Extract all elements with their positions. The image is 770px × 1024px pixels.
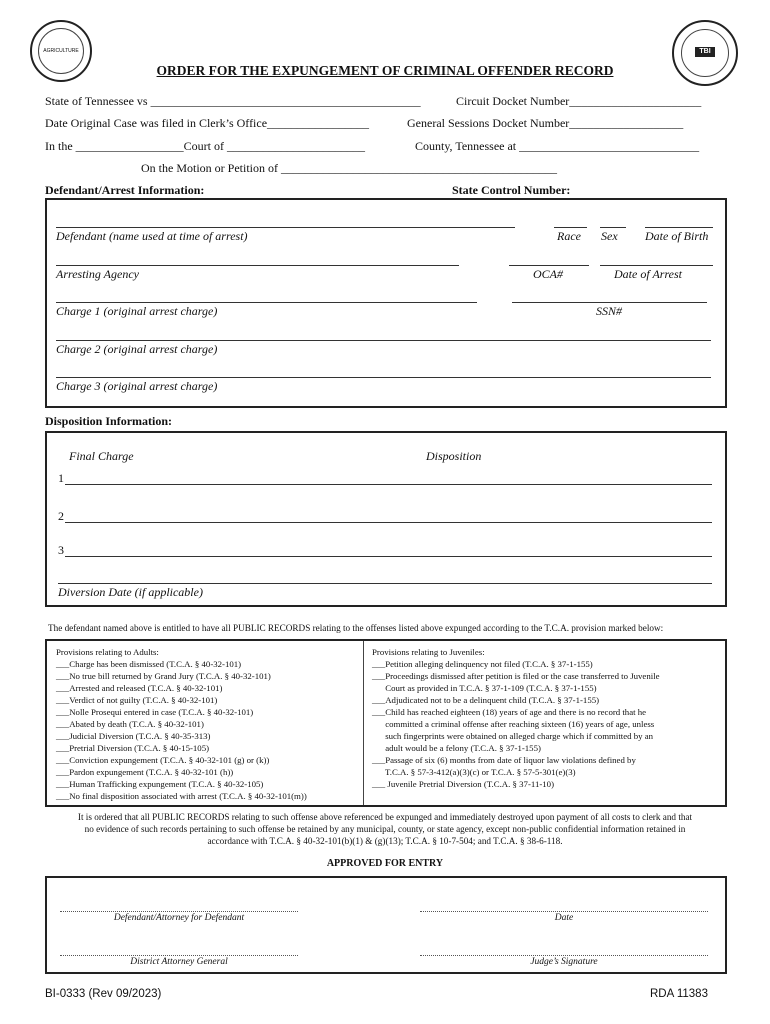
date-of-arrest-label: Date of Arrest [614,267,682,281]
adult-provision-item-9: ___Conviction expungement (T.C.A. § 40-32-101 (g) or (k)) [56,755,270,765]
disposition-row-1-number: 1 [58,471,64,485]
juvenile-provision-item-7: such fingerprints were obtained on alleged charge which if committed by an [372,731,654,741]
court-line: In the __________________Court of _______________________ [45,139,365,153]
oca-label: OCA# [533,267,563,281]
disposition-info-box [45,431,727,607]
juvenile-provision-item-5: ___Child has reached eighteen (18) years of age and there is no record that he [372,707,647,717]
juvenile-provisions-list [372,658,660,790]
general-sessions-docket-line: General Sessions Docket Number___________________ [407,116,684,130]
district-attorney-signature-label: District Attorney General [130,957,228,967]
adult-provision-item-10: ___Pardon expungement (T.C.A. § 40-32-101 (h)) [56,767,234,777]
disposition-row-2-number: 2 [58,509,64,523]
adult-provision-item-4: ___Verdict of not guilty (T.C.A. § 40-32-101) [56,695,218,705]
adult-provision-item-11: ___Human Trafficking expungement (T.C.A. § 40-32-105) [56,779,264,789]
adult-provision-item-8: ___Pretrial Diversion (T.C.A. § 40-15-105) [56,743,210,753]
adult-provision-item-6: ___Abated by death (T.C.A. § 40-32-101) [56,719,204,729]
date-filed-line: Date Original Case was filed in Clerk’s Office_________________ [45,116,370,130]
ssn-label: SSN# [596,304,623,318]
adult-provision-item-5: ___Nolle Prosequi entered in case (T.C.A. § 40-32-101) [56,707,254,717]
charge1-label: Charge 1 (original arrest charge) [56,304,218,318]
juvenile-provision-item-2: ___Proceedings dismissed after petition is filed or the case transferred to Juvenile [372,671,660,681]
state-control-label: State Control Number: [452,183,571,197]
charge3-label: Charge 3 (original arrest charge) [56,379,218,393]
juvenile-provision-item-4: ___Adjudicated not to be a delinquent child (T.C.A. § 37-1-155) [372,695,600,705]
juvenile-provision-item-3: Court as provided in T.C.A. § 37-1-109 (T.C.A. § 37-1-155) [372,683,597,693]
disposition-label: Disposition [426,449,482,463]
adult-provisions-heading: Provisions relating to Adults: [56,647,159,657]
diversion-date-label: Diversion Date (if applicable) [58,585,203,599]
final-charge-label: Final Charge [69,449,134,463]
order-text-line-1: It is ordered that all PUBLIC RECORDS relating to such offense above referenced be expunged and immediately destroyed upon payment of all costs to clerk and that [77,812,693,822]
juvenile-provision-item-9: ___Passage of six (6) months from date of liquor law violations defined by [372,755,636,765]
charge2-label: Charge 2 (original arrest charge) [56,342,218,356]
adult-provision-item-7: ___Judicial Diversion (T.C.A. § 40-35-313) [56,731,211,741]
county-line: County, Tennessee at ______________________________ [415,139,700,153]
juvenile-provision-item-10: T.C.A. § 57-3-412(a)(3)(c) or T.C.A. § 57-5-301(e)(3) [372,767,576,777]
rda-number: RDA 11383 [650,988,708,1000]
adult-provision-item-3: ___Arrested and released (T.C.A. § 40-32-101) [56,683,223,693]
seal-text: AGRICULTURE [43,48,79,54]
defendant-section-heading: Defendant/Arrest Information: [45,183,205,197]
adult-provisions-list [56,658,307,802]
defendant-name-label: Defendant (name used at time of arrest) [56,229,248,243]
adult-provision-item-12: ___No final disposition associated with arrest (T.C.A. § 40-32-101(m)) [56,791,307,801]
state-vs-line: State of Tennessee vs _____________________________________________ [45,94,421,108]
arresting-agency-label: Arresting Agency [56,267,139,281]
race-label: Race [557,229,581,243]
juvenile-provisions-heading: Provisions relating to Juveniles: [372,647,485,657]
tbi-seal-text: TBI [695,47,715,57]
adult-provision-item-2: ___No true bill returned by Grand Jury (T.C.A. § 40-32-101) [56,671,271,681]
juvenile-provision-item-8: adult would be a felony (T.C.A. § 37-1-155) [372,743,541,753]
judge-signature-label: Judge’s Signature [530,957,598,967]
disposition-section-heading: Disposition Information: [45,414,173,428]
date-of-birth-label: Date of Birth [645,229,709,243]
document-title: ORDER FOR THE EXPUNGEMENT OF CRIMINAL OFFENDER RECORD [156,63,614,78]
sex-label: Sex [601,229,618,243]
entitled-statement: The defendant named above is entitled to have all PUBLIC RECORDS relating to the offenses listed above expunged according to the T.C.A. provision marked below: [48,623,664,633]
form-number: BI-0333 (Rev 09/2023) [45,988,162,1000]
disposition-row-3-number: 3 [58,543,64,557]
date-signature-label: Date [554,913,574,923]
adult-provision-item-1: ___Charge has been dismissed (T.C.A. § 40-32-101) [56,659,242,669]
order-text-line-2: no evidence of such records pertaining to such offense be retained by any municipal, county, or state agency, except non-public confidential information retained in [84,824,686,834]
order-text-line-3: accordance with T.C.A. § 40-32-101(b)(1) & (g)(13); T.C.A. § 10-7-504; and T.C.A. § 38-6-118. [207,836,563,846]
approved-for-entry-heading: APPROVED FOR ENTRY [326,858,444,869]
motion-petition-line: On the Motion or Petition of ______________________________________________ [141,161,557,175]
juvenile-provision-item-1: ___Petition alleging delinquency not filed (T.C.A. § 37-1-155) [372,659,593,669]
circuit-docket-line: Circuit Docket Number______________________ [456,94,702,108]
juvenile-provision-item-11: ___ Juvenile Pretrial Diversion (T.C.A. § 37-11-10) [372,779,555,789]
defendant-signature-label: Defendant/Attorney for Defendant [113,913,245,923]
juvenile-provision-item-6: committed a criminal offense after reaching sixteen (16) years of age, unless [372,719,655,729]
